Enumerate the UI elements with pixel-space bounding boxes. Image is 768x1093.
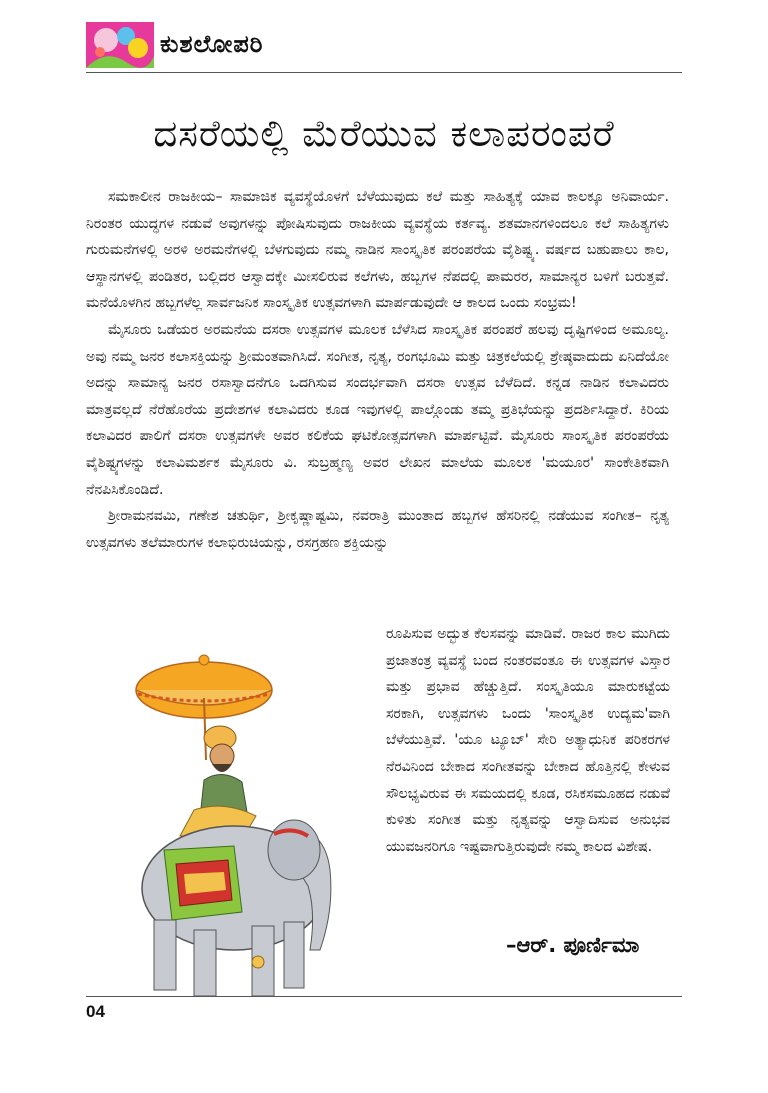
article-author: –ಆರ್. ಪೂರ್ಣಿಮಾ	[506, 933, 640, 957]
magazine-name: ಕುಶಲೋಪರಿ	[160, 30, 264, 58]
umbrella-icon	[136, 655, 272, 760]
article-title: ದಸರೆಯಲ್ಲಿ ಮೆರೆಯುವ ಕಲಾಪರಂಪರೆ	[153, 112, 615, 155]
elephant-figure	[142, 820, 331, 996]
paragraph-1: ಸಮಕಾಲೀನ ರಾಜಕೀಯ– ಸಾಮಾಜಿಕ ವ್ಯವಸ್ಥೆಯೊಳಗೆ ಬೆಳೆಯುವುದು ಕಲೆ ಮತ್ತು ಸಾಹಿತ್ಯಕ್ಕೆ ಯಾವ ಕಾಲಕ್ಕೂ ಅನಿವಾರ್ಯ. ನಿರಂತರ ಯುದ್ಧಗಳ ನಡುವೆ ಅವುಗಳನ್ನು ಪೋಷಿಸುವುದು ರಾಜಕೀಯ ವ್ಯವಸ್ಥೆಯ ಕರ್ತವ್ಯ. ಶತಮಾನಗಳಿಂದಲೂ ಕಲೆ ಸಾಹಿತ್ಯಗಳು ಗುರುಮನೆಗಳಲ್ಲಿ ಅರಳಿ ಅರಮನೆಗಳಲ್ಲಿ ಬೆಳಗುವುದು ನಮ್ಮ ನಾಡಿನ ಸಾಂಸ್ಕೃತಿಕ ಪರಂಪರೆಯ ವೈಶಿಷ್ಟ್ಯ. ವರ್ಷದ ಬಹುಪಾಲು ಕಾಲ, ಆಸ್ಥಾನಗಳಲ್ಲಿ ಪಂಡಿತರ, ಬಲ್ಲಿದರ ಆಸ್ವಾದಕ್ಕೇ ಮೀಸಲಿರುವ ಕಲೆಗಳು, ಹಬ್ಬಗಳ ನೆಪದಲ್ಲಿ ಪಾಮರರ, ಸಾಮಾನ್ಯರ ಬಳಿಗೆ ಬರುತ್ತವೆ. ಮನೆಯೊಳಗಿನ ಹಬ್ಬಗಳೆಲ್ಲ ಸಾರ್ವಜನಿಕ ಸಾಂಸ್ಕೃತಿಕ ಉತ್ಸವಗಳಾಗಿ ಮಾರ್ಪಡುವುದೇ ಆ ಕಾಲದ ಒಂದು ಸಂಭ್ರಮ!	[86, 189, 669, 312]
article-body-wrapped	[386, 621, 670, 860]
page-number: 04	[86, 1002, 105, 1021]
header-divider	[86, 72, 682, 73]
paragraph-3-top: ಶ್ರೀರಾಮನವಮಿ, ಗಣೇಶ ಚತುರ್ಥಿ, ಶ್ರೀಕೃಷ್ಣಾಷ್ಟಮಿ, ನವರಾತ್ರಿ ಮುಂತಾದ ಹಬ್ಬಗಳ ಹೆಸರಿನಲ್ಲಿ ನಡೆಯುವ ಸಂಗೀತ– ನೃತ್ಯ ಉತ್ಸವಗಳು ತಲೆಮಾರುಗಳ ಕಲಾಭಿರುಚಿಯನ್ನು, ರಸಗ್ರಹಣ ಶಕ್ತಿಯನ್ನು	[86, 508, 669, 551]
footer-divider	[86, 996, 682, 997]
king-elephant-illustration	[124, 650, 379, 1008]
paragraph-2: ಮೈಸೂರು ಒಡೆಯರ ಅರಮನೆಯ ದಸರಾ ಉತ್ಸವಗಳ ಮೂಲಕ ಬೆಳೆಸಿದ ಸಾಂಸ್ಕೃತಿಕ ಪರಂಪರೆ ಹಲವು ದೃಷ್ಟಿಗಳಿಂದ ಅಮೂಲ್ಯ. ಅವು ನಮ್ಮ ಜನರ ಕಲಾಸಕ್ತಿಯನ್ನು ಶ್ರೀಮಂತವಾಗಿಸಿದೆ. ಸಂಗೀತ, ನೃತ್ಯ, ರಂಗಭೂಮಿ ಮತ್ತು ಚಿತ್ರಕಲೆಯಲ್ಲಿ ಶ್ರೇಷ್ಠವಾದುದು ಏನಿದೆಯೋ ಅದನ್ನು ಸಾಮಾನ್ಯ ಜನರ ರಸಾಸ್ವಾದನೆಗೂ ಒದಗಿಸುವ ಸಂದರ್ಭವಾಗಿ ದಸರಾ ಉತ್ಸವ ಬೆಳೆದಿದೆ. ಕನ್ನಡ ನಾಡಿನ ಕಲಾವಿದರು ಮಾತ್ರವಲ್ಲದೆ ನೆರೆಹೊರೆಯ ಪ್ರದೇಶಗಳ ಕಲಾವಿದರು ಕೂಡ ಇವುಗಳಲ್ಲಿ ಪಾಲ್ಗೊಂಡು ತಮ್ಮ ಪ್ರತಿಭೆಯನ್ನು ಪ್ರದರ್ಶಿಸಿದ್ದಾರೆ. ಕಿರಿಯ ಕಲಾವಿದರ ಪಾಲಿಗೆ ದಸರಾ ಉತ್ಸವಗಳೇ ಅವರ ಕಲಿಕೆಯ ಘಟಿಕೋತ್ಸವಗಳಾಗಿ ಮಾರ್ಪಟ್ಟಿವೆ. ಮೈಸೂರು ಸಾಂಸ್ಕೃತಿಕ ಪರಂಪರೆಯ ವೈಶಿಷ್ಟ್ಯಗಳನ್ನು ಕಲಾವಿಮರ್ಶಕ ಮೈಸೂರು ವಿ. ಸುಬ್ರಹ್ಮಣ್ಯ ಅವರ ಲೇಖನ ಮಾಲೆಯ ಮೂಲಕ 'ಮಯೂರ' ಸಾಂಕೇತಿಕವಾಗಿ ನೆನಪಿಸಿಕೊಂಡಿದೆ.	[86, 321, 669, 498]
page-header	[0, 0, 768, 74]
magazine-logo-icon	[86, 22, 154, 68]
article-body	[86, 184, 669, 556]
paragraph-3-wrap: ರೂಪಿಸುವ ಅದ್ಭುತ ಕೆಲಸವನ್ನು ಮಾಡಿವೆ. ರಾಜರ ಕಾಲ ಮುಗಿದು ಪ್ರಜಾತಂತ್ರ ವ್ಯವಸ್ಥೆ ಬಂದ ನಂತರವಂತೂ ಈ ಉತ್ಸವಗಳ ವಿಸ್ತಾರ ಮತ್ತು ಪ್ರಭಾವ ಹೆಚ್ಚುತ್ತಿದೆ. ಸಂಸ್ಕೃತಿಯೂ ಮಾರುಕಟ್ಟೆಯ ಸರಕಾಗಿ, ಉತ್ಸವಗಳು ಒಂದು 'ಸಾಂಸ್ಕೃತಿಕ ಉದ್ಯಮ'ವಾಗಿ ಬೆಳೆಯುತ್ತಿವೆ. 'ಯೂ ಟ್ಯೂಬ್' ಸೇರಿ ಅತ್ಯಾಧುನಿಕ ಪರಿಕರಗಳ ನೆರವಿನಿಂದ ಬೇಕಾದ ಸಂಗೀತವನ್ನು ಬೇಕಾದ ಹೊತ್ತಿನಲ್ಲಿ ಕೇಳುವ ಸೌಲಭ್ಯವಿರುವ ಈ ಸಮಯದಲ್ಲಿ ಕೂಡ, ರಸಿಕಸಮೂಹದ ನಡುವೆ ಕುಳಿತು ಸಂಗೀತ ಮತ್ತು ನೃತ್ಯವನ್ನು ಆಸ್ವಾದಿಸುವ ಅನುಭವ ಯುವಜನರಿಗೂ ಇಷ್ಟವಾಗುತ್ತಿರುವುದೇ ನಮ್ಮ ಕಾಲದ ವಿಶೇಷ.	[386, 626, 670, 855]
king-figure	[180, 726, 256, 836]
